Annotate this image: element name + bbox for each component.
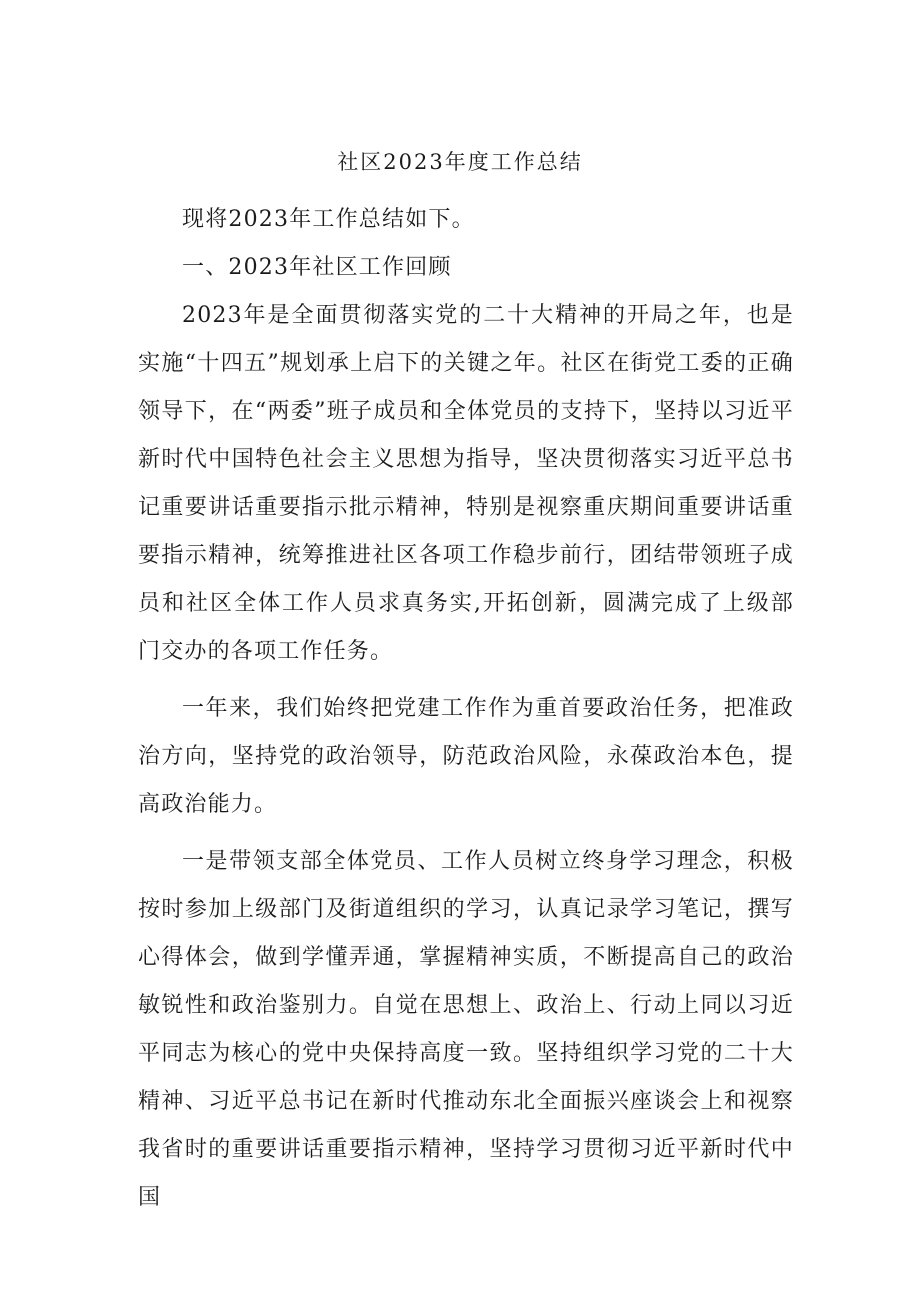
paragraph-study: 一是带领支部全体党员、工作人员树立终身学习理念，积极按时参加上级部门及街道组织的学习，认真记录学习笔记，撰写心得体会，做到学懂弄通，掌握精神实质，不断提高自己的政治敏锐性和政治鉴别力。自觉在思想上、政治上、行动上同以习近平同志为核心的党中央保持高度一致。坚持组织学习党的二十大精神、习近平总书记在新时代推动东北全面振兴座谈会上和视察我省时的重要讲话重要指示精神，坚持学习贯彻习近平新时代中国 bbox=[138, 849, 794, 1210]
paragraph-overview: 2023年是全面贯彻落实党的二十大精神的开局之年，也是实施“十四五”规划承上启下的关键之年。社区在街党工委的正确领导下，在“两委”班子成员和全体党员的支持下，坚持以习近平新时代中国特色社会主义思想为指导，坚决贯彻落实习近平总书记重要讲话重要指示批示精神，特别是视察重庆期间重要讲话重要指示精神，统筹推进社区各项工作稳步前行，团结带领班子成员和社区全体工作人员求真务实,开拓创新，圆满完成了上级部门交办的各项工作任务。 bbox=[138, 303, 794, 664]
paragraph-intro: 现将2023年工作总结如下。 bbox=[182, 207, 475, 232]
document-body bbox=[138, 196, 794, 1222]
section-heading: 一、2023年社区工作回顾 bbox=[182, 255, 452, 280]
document-title: 社区2023年度工作总结 bbox=[337, 150, 583, 174]
paragraph-party-building: 一年来，我们始终把党建工作作为重首要政治任务，把准政治方向，坚持党的政治领导，防范政治风险，永葆政治本色，提高政治能力。 bbox=[138, 696, 794, 817]
